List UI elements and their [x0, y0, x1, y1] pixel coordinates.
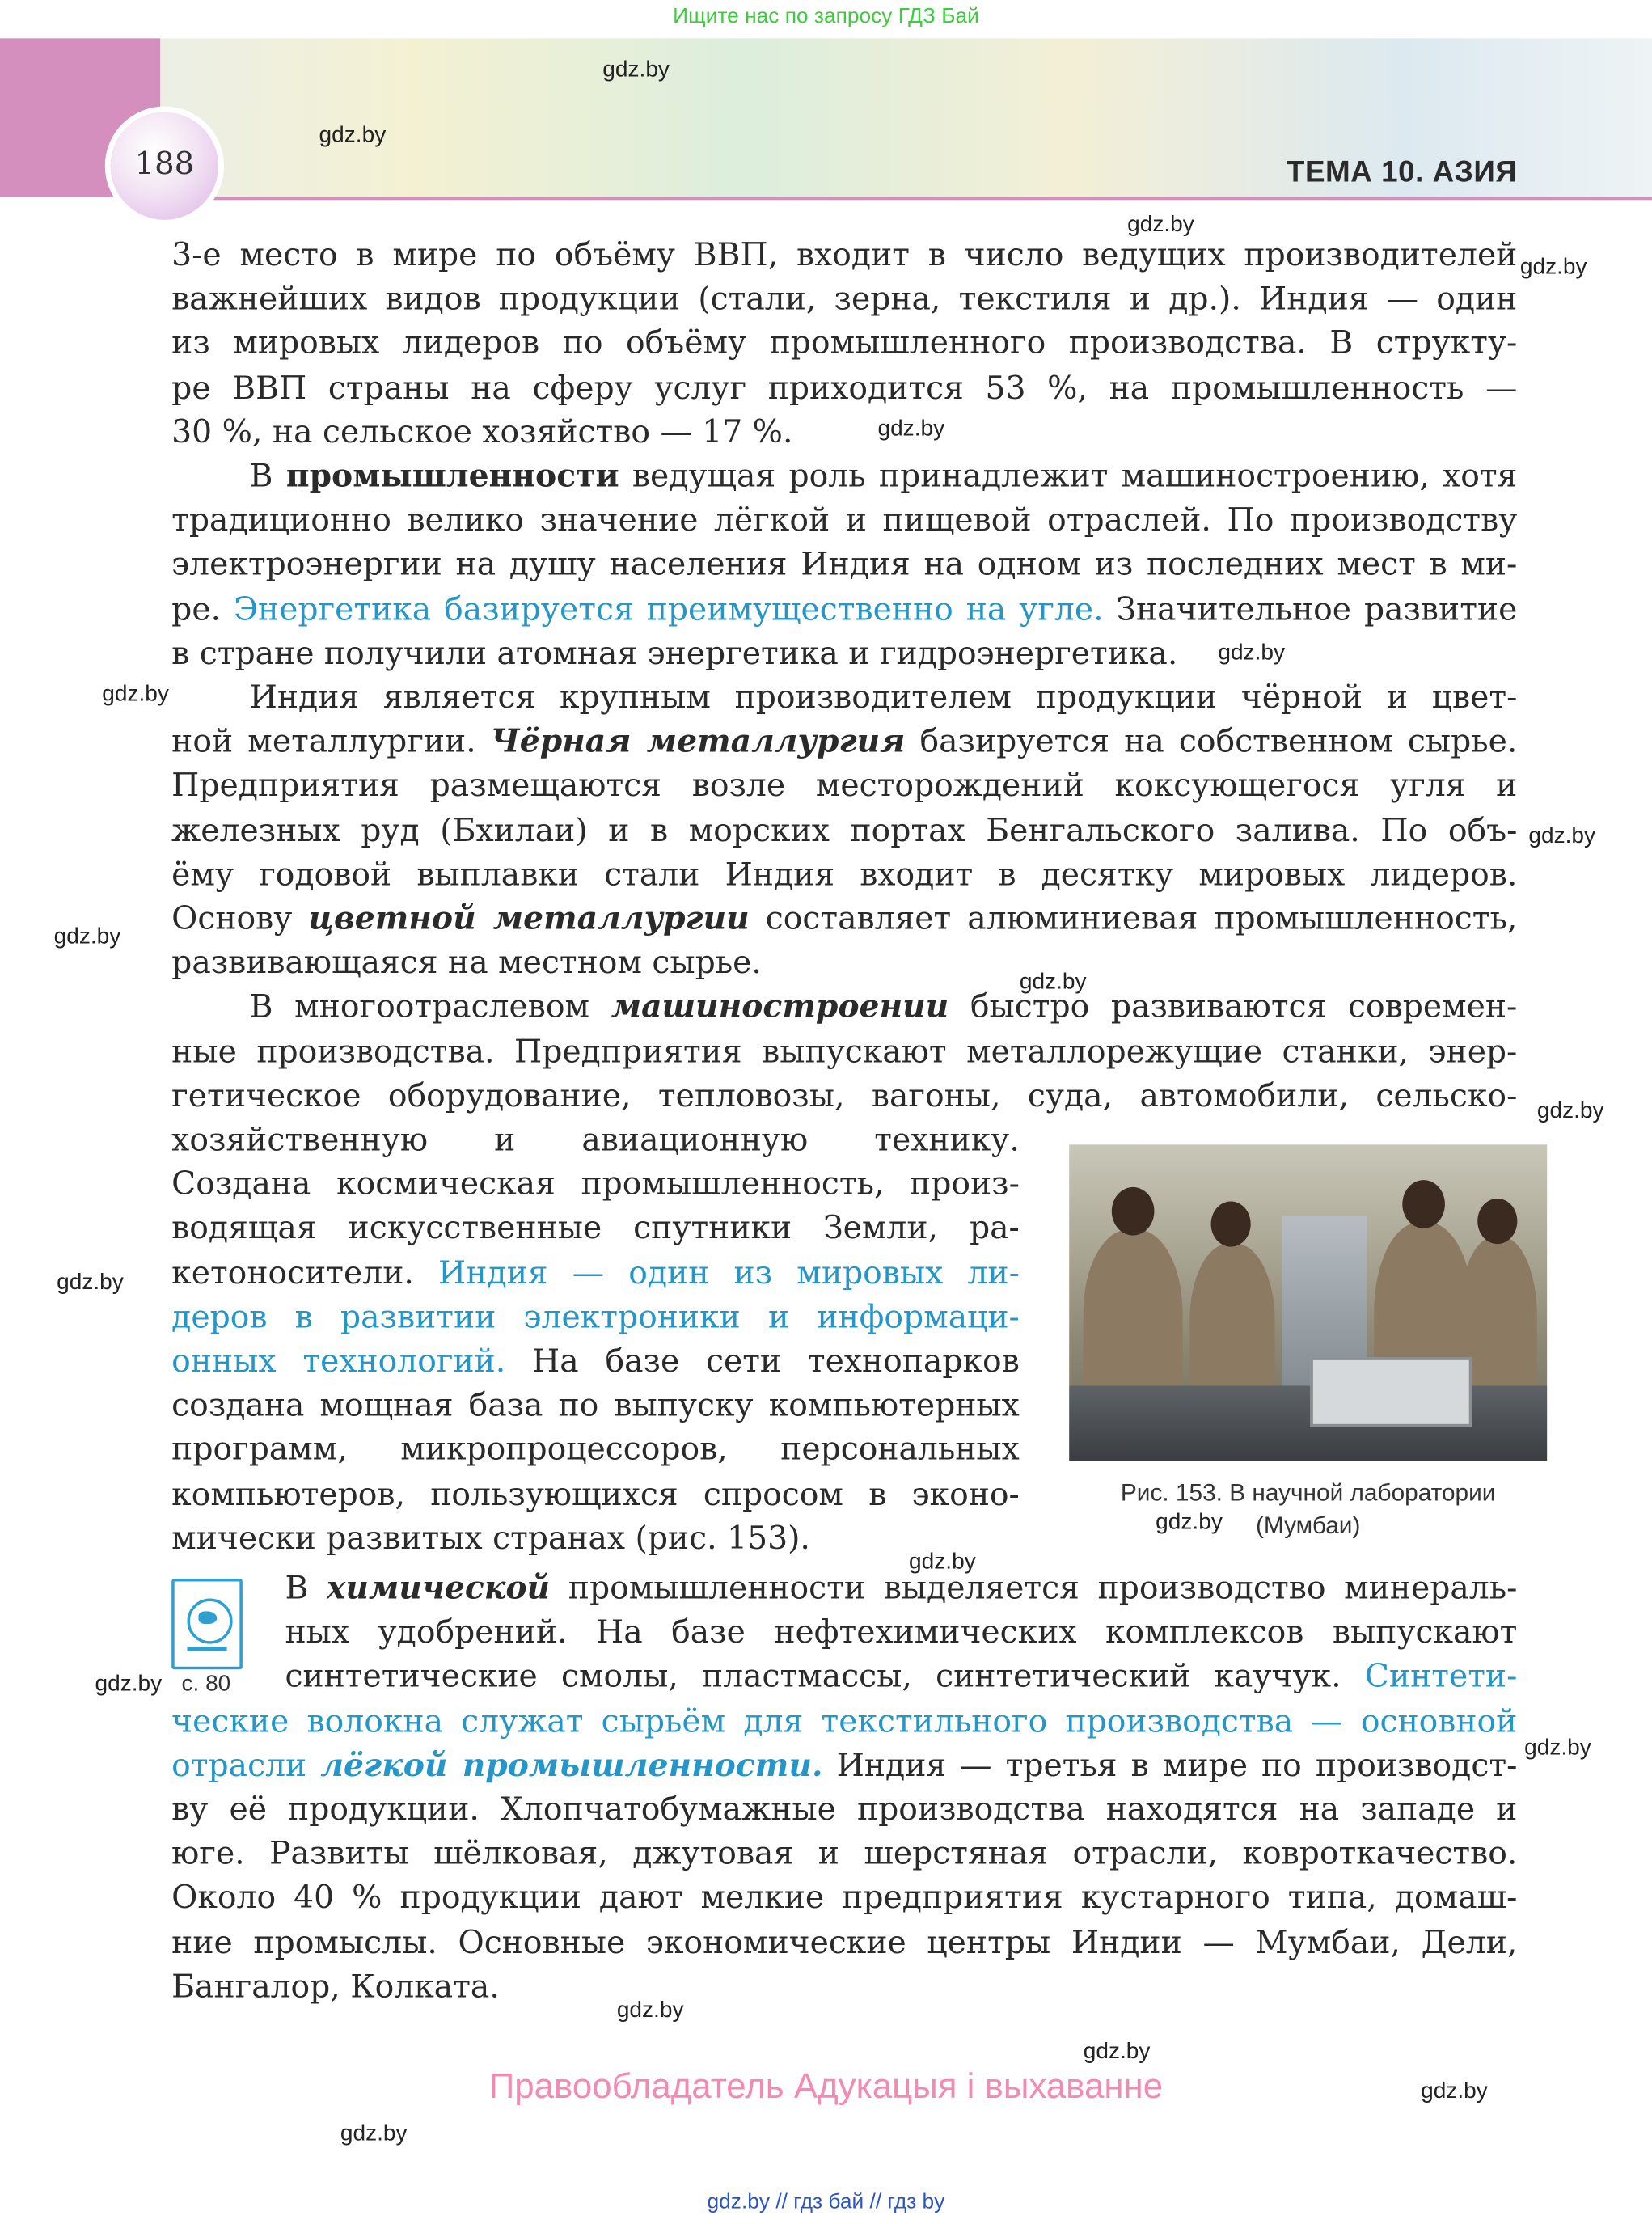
watermark: gdz.by — [102, 682, 169, 707]
paragraph-machinery — [171, 987, 1517, 1119]
text-line: хозяйственную и авиационную технику. — [171, 1122, 1020, 1159]
text-line: компьютеров, пользующихся спросом в эконо- — [171, 1476, 1020, 1513]
text-line: В многоотраслевом машиностроении быстро развиваются современ- — [249, 989, 1518, 1026]
text-line: водящая искусственные спутники Земли, ра- — [171, 1210, 1020, 1248]
figure-caption — [1069, 1477, 1547, 1542]
text-line: программ, микропроцессоров, персональных — [171, 1431, 1020, 1469]
text-line: ре. Энергетика базируется преимущественно на угле. Значительное развитие — [171, 590, 1518, 628]
text-line: Основу цветной металлургии составляет алюминиевая промышленность, — [171, 900, 1518, 938]
text-line: ние промыслы. Основные экономические центры Индии — Мумбаи, Дели, — [171, 1924, 1518, 1961]
text-line: традиционно велико значение лёгкой и пищевой отраслей. По производству — [171, 502, 1518, 539]
figure-caption-line: Рис. 153. В научной лаборатории — [1120, 1479, 1496, 1507]
watermark: gdz.by — [1127, 213, 1194, 237]
watermark: gdz.by — [877, 416, 945, 442]
watermark: gdz.by — [1524, 1736, 1591, 1761]
term-nonferrous-metallurgy: цветной металлургии — [308, 900, 750, 938]
highlight-synthetic: Синтети- — [1364, 1658, 1518, 1696]
text-column-narrow — [171, 1119, 1020, 1562]
text-line: железных руд (Бхилаи) и в морских портах Бенгальского залива. По объ- — [171, 812, 1518, 849]
watermark: gdz.by — [1519, 255, 1587, 280]
highlight-energy: Энергетика базируется преимущественно на угле. — [233, 590, 1104, 628]
watermark: gdz.by — [1156, 1510, 1223, 1535]
chapter-title: ТЕМА 10. АЗИЯ — [1286, 155, 1518, 189]
text-line: важнейших видов продукции (стали, зерна, текстиля и др.). Индия — один — [171, 281, 1518, 319]
text-line: Индия является крупным производителем продукции чёрной и цвет- — [249, 679, 1518, 717]
text-line: развивающаяся на местном сырье. — [171, 945, 762, 983]
watermark: gdz.by — [1536, 1099, 1604, 1124]
text-line: 30 %, на сельское хозяйство — 17 %. — [171, 413, 793, 451]
top-banner: Ищите нас по запросу ГДЗ Бай — [673, 4, 979, 29]
footer-links[interactable]: gdz.by // гдз бай // гдз by — [707, 2189, 945, 2214]
term-ferrous-metallurgy: Чёрная металлургия — [490, 723, 906, 761]
text-line: деров в развитии электроники и информаци- — [171, 1299, 1020, 1336]
watermark: gdz.by — [1083, 2039, 1151, 2064]
text-line: Предприятия размещаются возле месторождений коксующегося угля и — [171, 767, 1518, 805]
text-line: мически развитых странах (рис. 153). — [171, 1520, 810, 1558]
term-light-industry: лёгкой промышленности. — [320, 1747, 823, 1784]
text-line: синтетические смолы, пластмассы, синтетический каучук. Синтети- — [285, 1658, 1518, 1696]
copyright-notice: Правообладатель Адукацыя і выхаванне — [488, 2066, 1164, 2107]
paragraph-economy — [171, 234, 1517, 455]
text-line: кетоносители. Индия — один из мировых ли- — [171, 1254, 1020, 1292]
text-line: ву её продукции. Хлопчатобумажные производства находятся на западе и — [171, 1791, 1518, 1829]
watermark: gdz.by — [57, 1271, 124, 1296]
text-line: В промышленности ведущая роль принадлежит машиностроению, хотя — [249, 458, 1518, 496]
watermark: gdz.by — [616, 1998, 684, 2023]
watermark: gdz.by — [1218, 641, 1286, 666]
header-divider — [160, 197, 1652, 201]
text-line: гетическое оборудование, тепловозы, вагоны, суда, автомобили, сельско- — [171, 1077, 1518, 1115]
text-line: ных удобрений. На базе нефтехимических комплексов выпускают — [285, 1614, 1518, 1651]
text-line: Бангалор, Колката. — [171, 1968, 500, 2006]
term-machinery: машиностроении — [611, 989, 949, 1026]
text-line: ческие волокна служат сырьём для текстильного производства — основной — [171, 1702, 1518, 1740]
term-chemical: химической — [327, 1570, 551, 1608]
text-line: ные производства. Предприятия выпускают металлорежущие станки, энер- — [171, 1033, 1518, 1071]
text-line: Около 40 % продукции дают мелкие предприятия кустарного типа, домаш- — [171, 1879, 1518, 1917]
text-column-main-top — [171, 234, 1517, 1118]
text-line: отрасли лёгкой промышленности. Индия — третья в мире по производст- — [171, 1747, 1518, 1784]
text-line: ре ВВП страны на сферу услуг приходится 53 %, на промышленность — — [171, 370, 1518, 407]
watermark: gdz.by — [340, 2121, 408, 2146]
page-number: 188 — [134, 147, 195, 184]
text-line: юге. Развиты шёлковая, джутовая и шерстяная отрасли, ковроткачество. — [171, 1835, 1518, 1873]
watermark: gdz.by — [1421, 2079, 1488, 2103]
watermark: gdz.by — [1528, 823, 1596, 848]
watermark: gdz.by — [602, 57, 670, 82]
atlas-page-reference: с. 80 — [181, 1672, 231, 1697]
text-line: в стране получили атомная энергетика и гидроэнергетика. — [171, 635, 1178, 672]
text-line: ной металлургии. Чёрная металлургия базируется на собственном сырье. — [171, 723, 1518, 761]
watermark: gdz.by — [319, 123, 387, 148]
text-line: ёму годовой выплавки стали Индия входит в десятку мировых лидеров. — [171, 856, 1518, 894]
figure-caption-line: (Мумбаи) — [1256, 1512, 1361, 1539]
watermark: gdz.by — [909, 1550, 976, 1575]
watermark: gdz.by — [1019, 970, 1087, 995]
text-column-main-bottom — [171, 1567, 1517, 2010]
paragraph-industry — [171, 455, 1517, 677]
figure-laboratory-photo — [1069, 1144, 1547, 1461]
text-line: из мировых лидеров по объёму промышленного производства. В структу- — [171, 325, 1518, 362]
term-industry: промышленности — [285, 458, 619, 496]
text-line: онных технологий. На базе сети технопарков — [171, 1342, 1020, 1380]
watermark: gdz.by — [95, 1672, 163, 1697]
text-line: создана мощная база по выпуску компьютерных — [171, 1387, 1020, 1425]
text-line: Создана космическая промышленность, произ- — [171, 1165, 1020, 1203]
text-line: электроэнергии на душу населения Индия на одном из последних мест в ми- — [171, 546, 1518, 584]
text-line: В химической промышленности выделяется производство минераль- — [285, 1570, 1518, 1608]
watermark: gdz.by — [53, 924, 121, 949]
paragraph-metallurgy — [171, 677, 1517, 987]
highlight-electronics: Индия — один из мировых ли- — [438, 1254, 1020, 1292]
text-line: 3-е место в мире по объёму ВВП, входит в число ведущих производителей — [171, 236, 1518, 274]
